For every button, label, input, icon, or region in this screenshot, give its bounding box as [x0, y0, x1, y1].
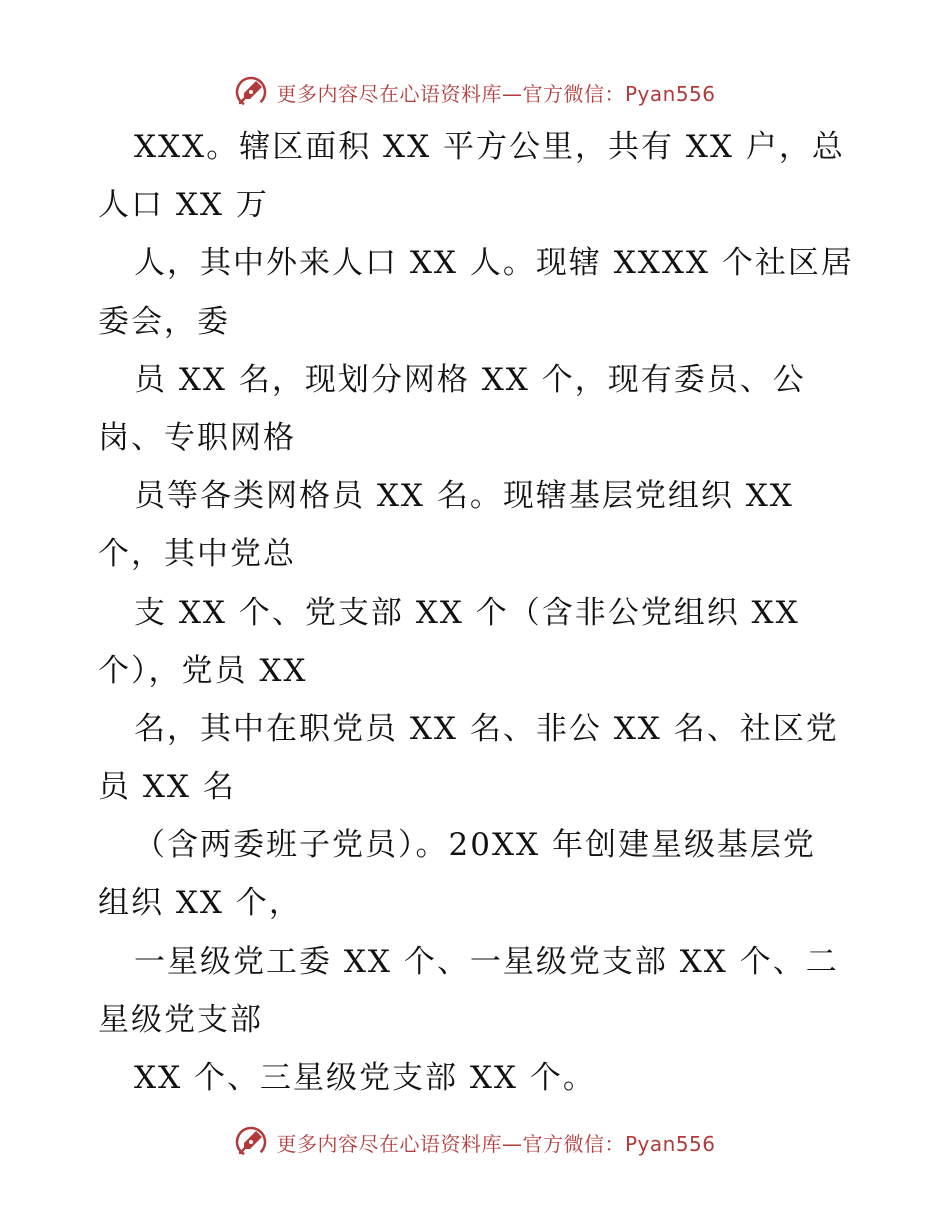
- header-banner-text: [276, 78, 715, 107]
- footer-banner-text: [276, 1128, 715, 1157]
- text-line: [98, 118, 858, 176]
- text-line-content: 个），党员 XX: [98, 652, 308, 689]
- text-line: [98, 642, 858, 700]
- text-line: [98, 467, 858, 525]
- text-line-content: 岗、专职网格: [98, 419, 296, 456]
- text-line-content: 星级党支部: [98, 1001, 263, 1038]
- text-line: [98, 525, 858, 583]
- text-line-content: 员 XX 名，现划分网格 XX 个，现有委员、公: [134, 361, 806, 398]
- text-line: [98, 816, 858, 874]
- text-line-content: 委会，委: [98, 303, 230, 340]
- text-line-content: 人，其中外来人口 XX 人。现辖 XXXX 个社区居: [134, 245, 854, 282]
- pen-nib-logo-icon: [234, 75, 268, 109]
- text-line: [98, 351, 858, 409]
- text-line: [98, 991, 858, 1049]
- text-line: [98, 758, 858, 816]
- text-line: [98, 176, 858, 234]
- footer-wechat-id: Pyan556: [624, 1131, 716, 1156]
- text-line: [98, 584, 858, 642]
- header-banner: [0, 72, 950, 112]
- text-line-content: 人口 XX 万: [98, 187, 269, 224]
- pen-nib-logo-icon: [234, 1125, 268, 1159]
- text-line: [98, 933, 858, 991]
- text-line: [98, 293, 858, 351]
- text-line-content: 支 XX 个、党支部 XX 个（含非公党组织 XX: [134, 594, 800, 631]
- text-line: [98, 700, 858, 758]
- footer-banner-label: 更多内容尽在心语资料库—官方微信：: [276, 1131, 625, 1156]
- text-line-content: 一星级党工委 XX 个、一星级党支部 XX 个、二: [134, 943, 839, 980]
- text-line-content: 名，其中在职党员 XX 名、非公 XX 名、社区党: [134, 710, 839, 747]
- text-line-content: 组织 XX 个，: [98, 885, 302, 922]
- text-line-content: XX 个、三星级党支部 XX 个。: [134, 1060, 596, 1096]
- text-line-content: 个，其中党总: [98, 536, 296, 573]
- text-line: [98, 874, 858, 932]
- text-line-content: XXX。辖区面积 XX 平方公里，共有 XX 户，总: [134, 129, 845, 165]
- text-line-content: 员 XX 名: [98, 769, 236, 806]
- document-body: [98, 118, 858, 1107]
- text-line: [98, 234, 858, 292]
- text-line: [98, 1049, 858, 1107]
- text-line-content: （含两委班子党员）。20XX 年创建星级基层党: [134, 827, 816, 864]
- text-line-content: 员等各类网格员 XX 名。现辖基层党组织 XX: [134, 478, 794, 515]
- header-banner-label: 更多内容尽在心语资料库—官方微信：: [276, 81, 625, 106]
- footer-banner: [0, 1122, 950, 1162]
- text-line: [98, 409, 858, 467]
- header-wechat-id: Pyan556: [624, 81, 716, 106]
